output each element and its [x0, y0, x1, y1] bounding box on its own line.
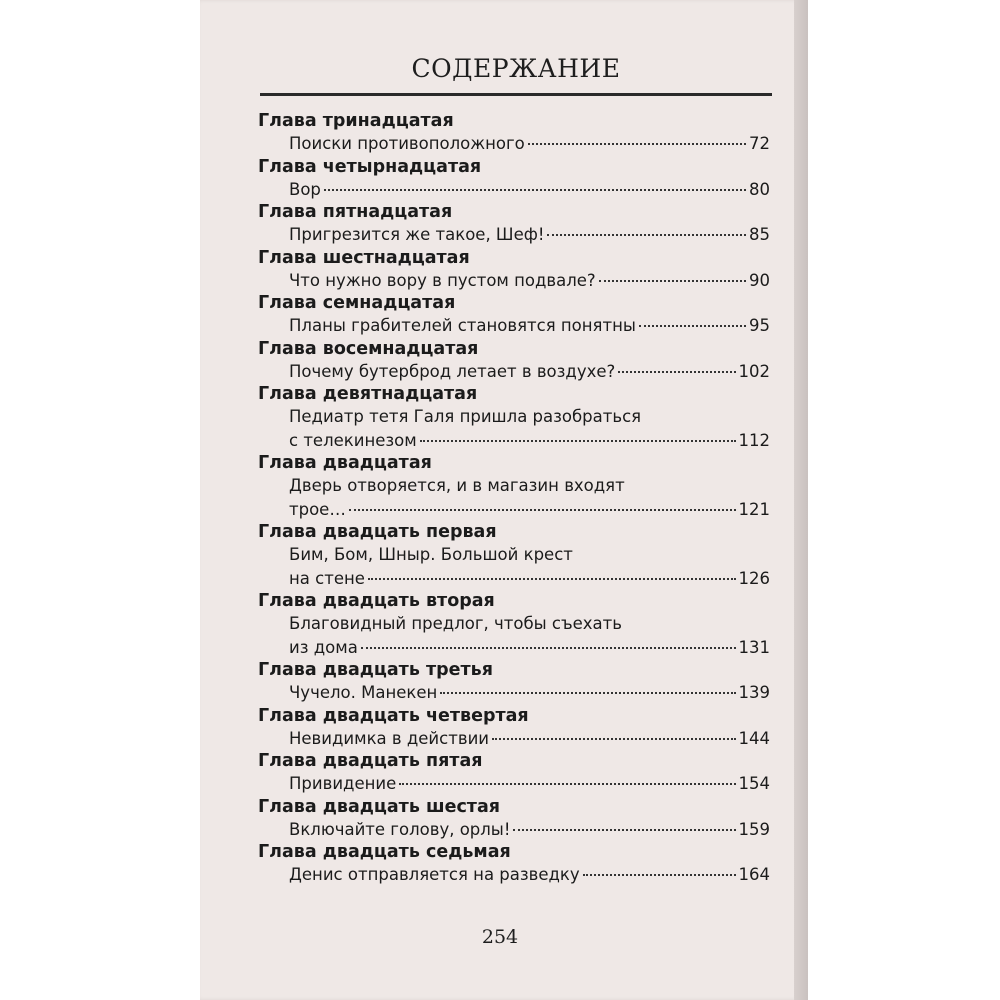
- chapter-name: Вор: [289, 179, 321, 199]
- dot-leader: [599, 280, 746, 282]
- chapter-name-line: Благовидный предлог, чтобы съехать: [289, 614, 622, 633]
- toc-entry: [258, 659, 770, 705]
- toc-entry: [258, 383, 770, 452]
- table-of-contents: [258, 110, 770, 887]
- chapter-page-number: 144: [738, 728, 770, 748]
- chapter-page-number: 72: [749, 134, 770, 153]
- chapter-name-row: [258, 223, 770, 247]
- chapter-name: Денис отправляется на разведку: [289, 865, 580, 884]
- chapter-name: Что нужно вору в пустом подвале?: [289, 270, 596, 290]
- dot-leader: [547, 234, 746, 236]
- dot-leader: [583, 874, 736, 876]
- chapter-name-row: [258, 132, 770, 156]
- chapter-heading: Глава двадцать вторая: [258, 591, 495, 611]
- dot-leader: [639, 325, 746, 327]
- dot-leader: [618, 371, 735, 373]
- chapter-name-row: [258, 681, 770, 705]
- toc-entry: [258, 110, 770, 156]
- chapter-name: Пригрезится же такое, Шеф!: [289, 225, 545, 244]
- chapter-heading: Глава двадцатая: [258, 453, 432, 473]
- toc-entry: [258, 452, 770, 521]
- chapter-name-line: Дверь отворяется, и в магазин входят: [289, 476, 625, 495]
- chapter-name-row: [258, 567, 770, 591]
- toc-entry: [258, 796, 770, 842]
- chapter-name-row: [258, 178, 770, 202]
- toc-entry: [258, 292, 770, 338]
- dot-leader: [324, 189, 746, 191]
- chapter-heading: Глава восемнадцатая: [258, 338, 479, 359]
- toc-entry: [258, 247, 770, 293]
- page-title: СОДЕРЖАНИЕ: [411, 54, 621, 83]
- chapter-name: Планы грабителей становятся понятны: [289, 316, 636, 335]
- header-rule: [260, 93, 772, 96]
- chapter-heading: Глава четырнадцатая: [258, 156, 482, 177]
- chapter-heading: Глава пятнадцатая: [258, 202, 453, 222]
- toc-entry: [258, 156, 770, 202]
- chapter-page-number: 164: [738, 865, 770, 884]
- chapter-page-number: 159: [738, 819, 770, 839]
- toc-entry: [258, 841, 770, 887]
- chapter-name: Поиски противоположного: [289, 134, 525, 153]
- dot-leader: [440, 692, 735, 694]
- chapter-page-number: 95: [749, 316, 770, 335]
- toc-entry: [258, 705, 770, 751]
- dot-leader: [513, 829, 735, 831]
- chapter-page-number: 126: [738, 568, 770, 588]
- chapter-heading: Глава двадцать четвертая: [258, 705, 529, 726]
- chapter-heading: Глава девятнадцатая: [258, 384, 478, 404]
- dot-leader: [349, 509, 736, 511]
- chapter-page-number: 121: [738, 499, 770, 519]
- chapter-page-number: 112: [738, 430, 770, 450]
- chapter-page-number: 139: [738, 683, 770, 702]
- chapter-name-line: Бим, Бом, Шныр. Большой крест: [289, 545, 573, 564]
- chapter-page-number: 90: [749, 270, 770, 290]
- chapter-heading: Глава тринадцатая: [258, 111, 454, 131]
- toc-entry: [258, 590, 770, 659]
- chapter-name: из дома: [289, 637, 358, 657]
- dot-leader: [368, 578, 736, 580]
- chapter-name: Привидение: [289, 774, 397, 793]
- chapter-name-row: [258, 727, 770, 751]
- chapter-name: с телекинезом: [289, 430, 417, 450]
- chapter-name-row: [258, 772, 770, 796]
- chapter-page-number: 154: [738, 774, 770, 793]
- chapter-page-number: 80: [749, 179, 770, 199]
- chapter-name-row: [258, 818, 770, 842]
- chapter-heading: Глава семнадцатая: [258, 293, 456, 313]
- chapter-page-number: 131: [738, 637, 770, 657]
- page-number: 254: [481, 926, 519, 948]
- chapter-heading: Глава шестнадцатая: [258, 247, 470, 268]
- chapter-name-line: Педиатр тетя Галя пришла разобраться: [289, 407, 642, 426]
- chapter-heading: Глава двадцать седьмая: [258, 842, 511, 862]
- chapter-name-row: [258, 863, 770, 887]
- dot-leader: [528, 143, 746, 145]
- chapter-name: на стене: [289, 568, 365, 588]
- toc-entry: [258, 521, 770, 590]
- dot-leader: [361, 647, 736, 649]
- chapter-heading: Глава двадцать третья: [258, 660, 493, 680]
- chapter-page-number: 102: [738, 361, 770, 381]
- toc-entry: [258, 201, 770, 247]
- toc-entry: [258, 338, 770, 384]
- chapter-name: Чучело. Манекен: [289, 683, 438, 702]
- dot-leader: [420, 440, 736, 442]
- chapter-name: Включайте голову, орлы!: [289, 819, 511, 839]
- chapter-name-row: [258, 498, 770, 522]
- chapter-page-number: 85: [749, 225, 770, 244]
- chapter-name: трое…: [289, 499, 346, 519]
- book-spine: [794, 0, 808, 1000]
- chapter-name-row: [258, 429, 770, 453]
- dot-leader: [492, 738, 735, 740]
- chapter-name-row: [258, 269, 770, 293]
- chapter-heading: Глава двадцать шестая: [258, 796, 501, 817]
- dot-leader: [399, 783, 735, 785]
- toc-entry: [258, 750, 770, 796]
- chapter-name: Невидимка в действии: [289, 728, 490, 748]
- chapter-heading: Глава двадцать первая: [258, 522, 497, 542]
- chapter-heading: Глава двадцать пятая: [258, 751, 483, 771]
- chapter-name-row: [258, 360, 770, 384]
- chapter-name: Почему бутерброд летает в воздухе?: [289, 361, 616, 381]
- chapter-name-row: [258, 314, 770, 338]
- chapter-name-row: [258, 636, 770, 660]
